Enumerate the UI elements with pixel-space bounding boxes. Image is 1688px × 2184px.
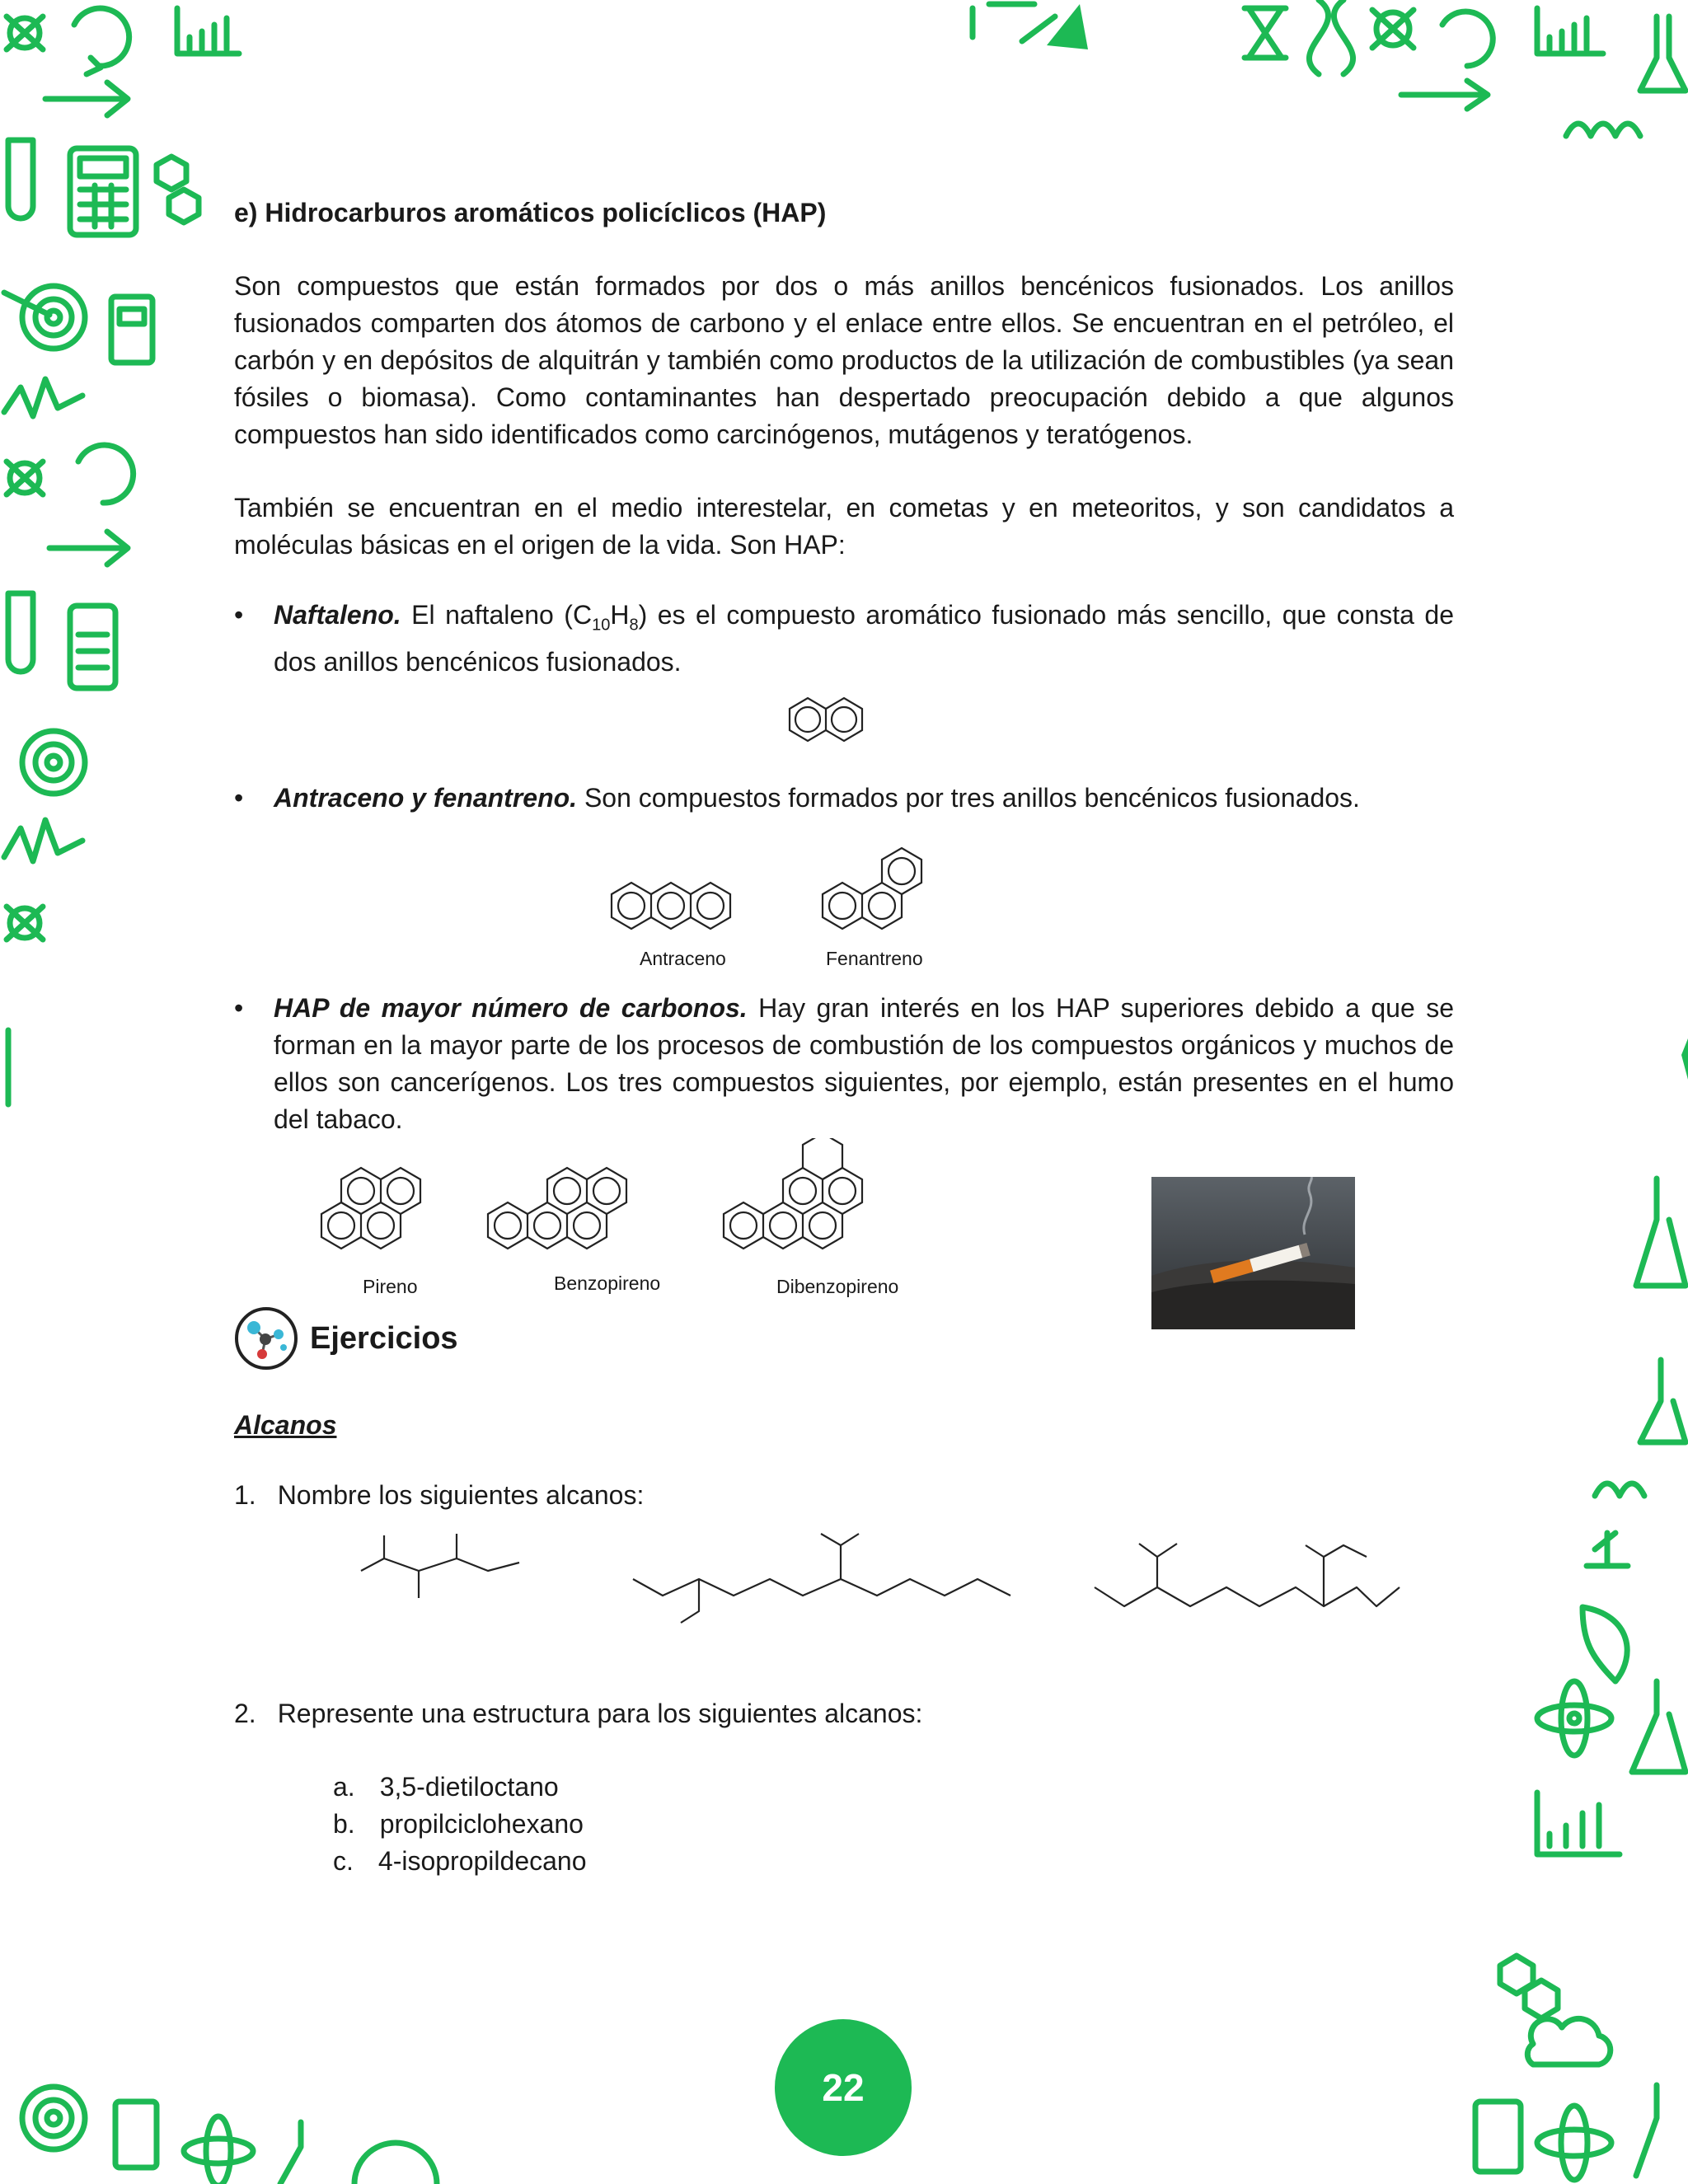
bullet-icon: • <box>234 993 244 1024</box>
item-text: 3,5-dietiloctano <box>379 1772 559 1802</box>
globe-icon <box>354 2143 437 2184</box>
recycle-icon <box>78 445 134 503</box>
spring-icon <box>1595 1483 1644 1496</box>
target-icon <box>22 731 85 794</box>
list-item <box>234 1806 1454 1843</box>
fenantreno-structure <box>823 848 921 929</box>
second-paragraph: También se encuentran en el medio interestelar, en cometas y en meteoritos, y son candidatos a moléculas básicas en el origen de la vida. Son HAP: <box>234 493 1454 560</box>
alkane-structure-3 <box>1095 1544 1400 1606</box>
benzopireno-label: Benzopireno <box>554 1272 661 1295</box>
dibenzopireno-label: Dibenzopireno <box>776 1276 899 1298</box>
alkane-skeletal-structures <box>234 1522 1454 1662</box>
formula-subscript: 8 <box>629 616 639 635</box>
molecule-icon <box>234 1306 298 1371</box>
hourglass-icon <box>1245 8 1286 58</box>
test-tube-icon <box>8 140 33 218</box>
flask-icon <box>1640 16 1686 91</box>
bullet-icon: • <box>234 600 244 630</box>
bullet-icon: • <box>234 783 244 813</box>
flask-icon <box>1636 1179 1686 1286</box>
bullet-antraceno-fenantreno <box>234 780 1454 817</box>
bullet-text: Son compuestos formados por tres anillos bencénicos fusionados. <box>577 783 1360 813</box>
section-heading: e) Hidrocarburos aromáticos policíclicos (HAP) <box>234 198 827 227</box>
pireno-structure <box>321 1168 420 1249</box>
leaf-icon <box>1582 1607 1627 1681</box>
bullet-text-after: ) es el compuesto aromático fusionado más sencillo, que consta de dos anillos bencénicos fusionados. <box>274 600 1455 677</box>
bullet-term: HAP de mayor número de carbonos. <box>274 993 748 1024</box>
pulse-icon <box>4 820 82 861</box>
fenantreno-label: Fenantreno <box>826 948 923 970</box>
bullet-naftaleno <box>234 597 1454 681</box>
question-text: Represente una estructura para los siguientes alcanos: <box>277 1699 923 1729</box>
formula-element: H <box>610 600 630 630</box>
answer-list <box>234 1769 1454 1880</box>
page-content <box>234 194 1454 1880</box>
pireno-label: Pireno <box>363 1276 418 1298</box>
atom-icon <box>1537 2106 1611 2180</box>
dna-icon <box>7 907 43 940</box>
flask-icon <box>1632 1681 1686 1772</box>
recycle-icon <box>1442 12 1493 66</box>
pulse-icon <box>4 379 82 416</box>
list-item <box>234 1769 1454 1806</box>
item-letter: c. <box>333 1846 354 1877</box>
bullet-term: Antraceno y fenantreno. <box>274 783 578 813</box>
book-icon <box>115 2102 157 2168</box>
chart-icon <box>973 4 1055 41</box>
alkane-structure-2 <box>633 1534 1010 1623</box>
ejercicios-title: Ejercicios <box>310 1320 458 1356</box>
dna-icon <box>7 462 43 494</box>
chart-icon <box>1537 1793 1620 1854</box>
question-text: Nombre los siguientes alcanos: <box>277 1480 645 1511</box>
flask-icon <box>1640 1360 1686 1442</box>
question-number: 2. <box>234 1699 256 1729</box>
formula-subscript: 10 <box>592 616 611 635</box>
page-number-badge: 22 <box>775 2019 912 2156</box>
item-letter: b. <box>333 1809 355 1840</box>
bullet-term: Naftaleno. <box>274 600 401 630</box>
calculator-icon <box>70 606 115 688</box>
arrow-icon <box>49 532 128 565</box>
chart-icon <box>1537 8 1603 54</box>
bullet-text-before: El naftaleno (C <box>401 600 593 630</box>
flask-icon <box>280 2122 301 2184</box>
antraceno-structure <box>612 883 730 929</box>
bullet-hap-superiores <box>234 990 1454 1138</box>
atom-icon <box>1537 1681 1611 1755</box>
question-2 <box>234 1695 1454 1732</box>
target-icon <box>4 286 85 349</box>
dna-icon <box>7 16 43 49</box>
dna-helix-icon <box>1309 0 1353 74</box>
target-icon <box>22 2087 85 2149</box>
list-item <box>234 1843 1454 1880</box>
cigarette-photo <box>1151 1177 1355 1329</box>
naftaleno-structure <box>234 681 1454 780</box>
book-icon <box>1475 2102 1521 2172</box>
alkane-structure-1 <box>361 1534 519 1598</box>
test-tube-icon <box>8 593 33 672</box>
spring-icon <box>1566 124 1640 136</box>
dibenzopireno-structure <box>724 1138 862 1249</box>
question-number: 1. <box>234 1480 256 1511</box>
antraceno-label: Antraceno <box>640 948 726 970</box>
cloud-icon <box>1527 2018 1610 2064</box>
flask-icon <box>1636 2085 1657 2176</box>
benzopireno-structure <box>488 1168 626 1249</box>
hexagon-icon <box>1500 1956 1558 2018</box>
question-1 <box>234 1477 1454 1514</box>
item-text: 4-isopropildecano <box>377 1846 587 1877</box>
dna-icon <box>1372 10 1414 48</box>
calculator-icon <box>70 148 136 235</box>
chart-icon <box>177 8 239 54</box>
intro-paragraph: Son compuestos que están formados por dos o más anillos bencénicos fusionados. Los anillos fusionados comparten dos átomos de carbono y el enlace entre ellos. Se encuentran en el petróleo, el carbón y en depósitos de alquitrán y también como productos de la utilización de combustibles (ya sean fósiles o biomasa). Como contaminantes han despertado preocupación debido a que algunos compuestos han sido identificados como carcinógenos, mutágenos y teratógenos. <box>234 271 1454 449</box>
book-icon <box>111 297 152 363</box>
microscope-icon <box>1587 1533 1628 1566</box>
recycle-icon <box>74 8 129 74</box>
arrow-icon <box>1401 81 1488 109</box>
antraceno-fenantreno-figure <box>234 817 1454 982</box>
item-text: propilciclohexano <box>379 1809 584 1840</box>
atom-icon <box>184 2116 253 2184</box>
hexagon-icon <box>157 157 199 223</box>
alcanos-subtitle: Alcanos <box>234 1410 337 1441</box>
arrow-icon <box>45 82 128 115</box>
item-letter: a. <box>333 1772 355 1802</box>
bullet-text: Hay gran interés en los HAP superiores debido a que se forman en la mayor parte de los procesos de combustión de los compuestos orgánicos y muchos de ellos son cancerígenos. Los tres compuestos siguientes, por ejemplo, están presentes en el humo del tabaco. <box>274 993 1455 1135</box>
